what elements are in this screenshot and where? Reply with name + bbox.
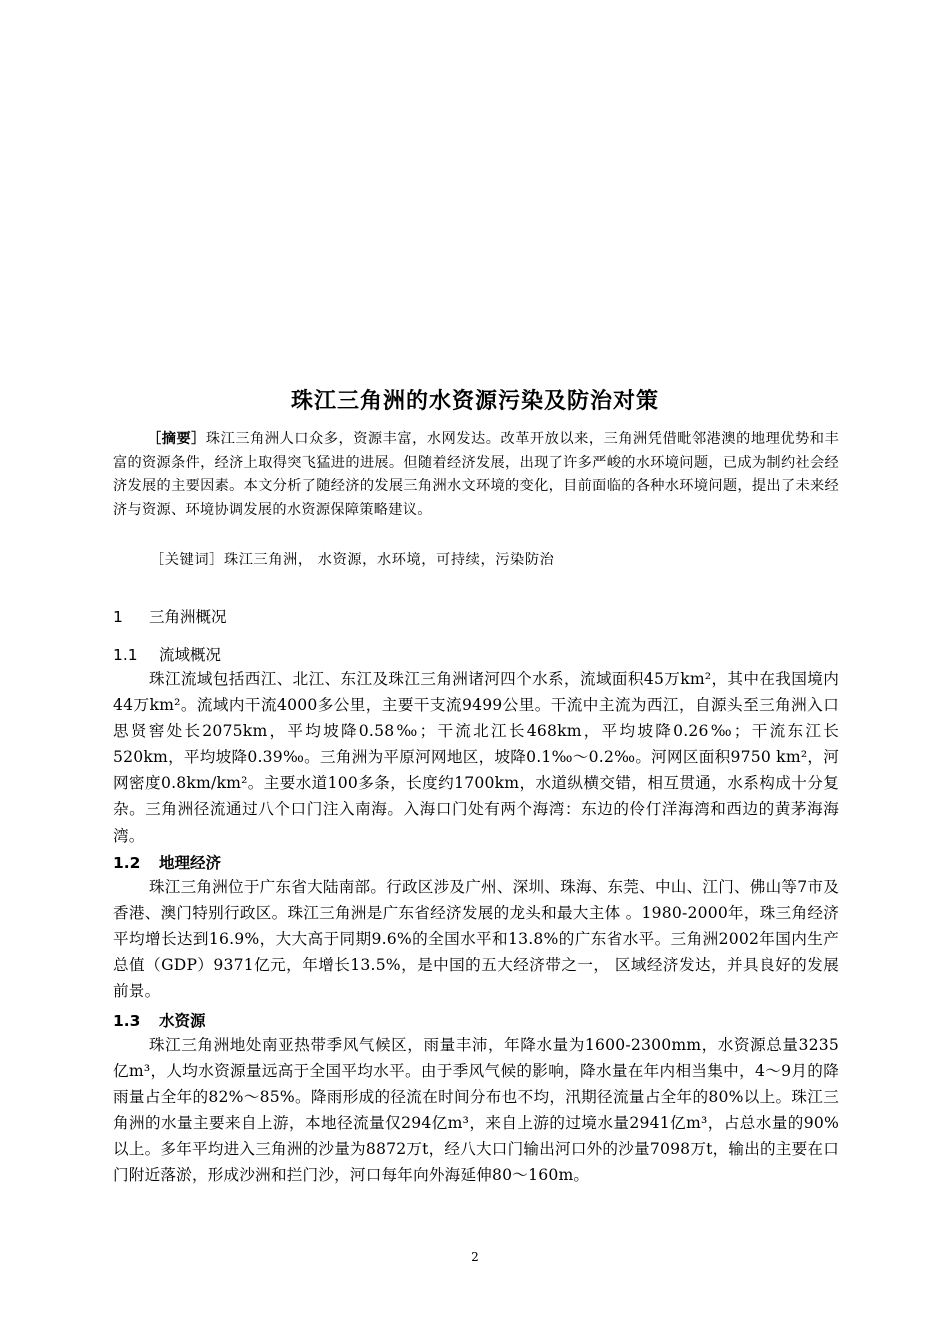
subsection-body-1-2: 珠江三角洲位于广东省大陆南部。行政区涉及广州、深圳、珠海、东莞、中山、江门、佛山等7市及香港、澳门特别行政区。珠江三角洲是广东省经济发展的龙头和最大主体 。1980-2000年，珠三角经济平均增长达到16.9%，大大高于同期9.6%的全国水平和13.8%的广东省水平。三角洲2002年国内生产总值（GDP）9371亿元，年增长13.5%，是中国的五大经济带之一， 区域经济发达，并具良好的发展前景。: [113, 878, 839, 1001]
subsection-title: 流域概况: [159, 646, 222, 664]
subsection-number: 1.2: [113, 854, 141, 872]
subsection-heading-1-2: [113, 852, 221, 874]
abstract-label: ［摘要］: [147, 431, 206, 447]
section-heading-1: [113, 606, 227, 628]
keywords-text: 珠江三角洲， 水资源，水环境，可持续，污染防治: [223, 552, 555, 568]
abstract-text: 珠江三角洲人口众多，资源丰富，水网发达。改革开放以来，三角洲凭借毗邻港澳的地理优势和丰富的资源条件，经济上取得突飞猛进的进展。但随着经济发展，出现了许多严峻的水环境问题，已成为制约社会经济发展的主要因素。本文分析了随经济的发展三角洲水文环境的变化，目前面临的各种水环境问题，提出了未来经济与资源、环境协调发展的水资源保障策略建议。: [113, 431, 840, 518]
section-title: 三角洲概况: [149, 608, 227, 626]
subsection-number: 1.1: [113, 646, 138, 664]
keywords: [150, 549, 840, 572]
subsection-title: 地理经济: [159, 854, 222, 872]
subsection-heading-1-1: [113, 644, 221, 666]
document-title: 珠江三角洲的水资源污染及防治对策: [290, 389, 659, 414]
subsection-body-1-1: 珠江流域包括西江、北江、东江及珠江三角洲诸河四个水系，流域面积45万km²，其中在我国境内44万km²。流域内干流4000多公里，主要干支流9499公里。干流中主流为西江，自源头至三角洲入口思贤窖处长2075km，平均坡降0.58‰；干流北江长468km，平均坡降0.26‰；干流东江长520km，平均坡降0.39‰。三角洲为平原河网地区，坡降0.1‰～0.2‰。河网区面积9750 km²，河网密度0.8km/km²。主要水道100多条，长度约1700km，水道纵横交错，相互贯通，水系构成十分复杂。三角洲径流通过八个口门注入南海。入海口门处有两个海湾：东边的伶仃洋海湾和西边的黄茅海海湾。: [113, 670, 839, 845]
subsection-number: 1.3: [113, 1012, 141, 1030]
page-number: 2: [471, 1250, 479, 1264]
abstract: [113, 428, 839, 522]
keywords-label: ［关键词］: [150, 552, 224, 568]
subsection-heading-1-3: [113, 1010, 206, 1032]
section-number: 1: [113, 608, 123, 626]
subsection-body-1-3: 珠江三角洲地处南亚热带季风气候区，雨量丰沛，年降水量为1600-2300mm，水资源总量3235亿m³，人均水资源量远高于全国平均水平。由于季风气候的影响，降水量在年内相当集中，4～9月的降雨量占全年的82%～85%。降雨形成的径流在时间分布也不均，汛期径流量占全年的80%以上。珠江三角洲的水量主要来自上游，本地径流量仅294亿m³，来自上游的过境水量2941亿m³，占总水量的90%以上。多年平均进入三角洲的沙量为8872万t，经八大口门输出河口外的沙量7098万t，输出的主要在口门附近落淤，形成沙洲和拦门沙，河口每年向外海延伸80～160m。: [113, 1036, 839, 1185]
subsection-title: 水资源: [159, 1012, 206, 1030]
